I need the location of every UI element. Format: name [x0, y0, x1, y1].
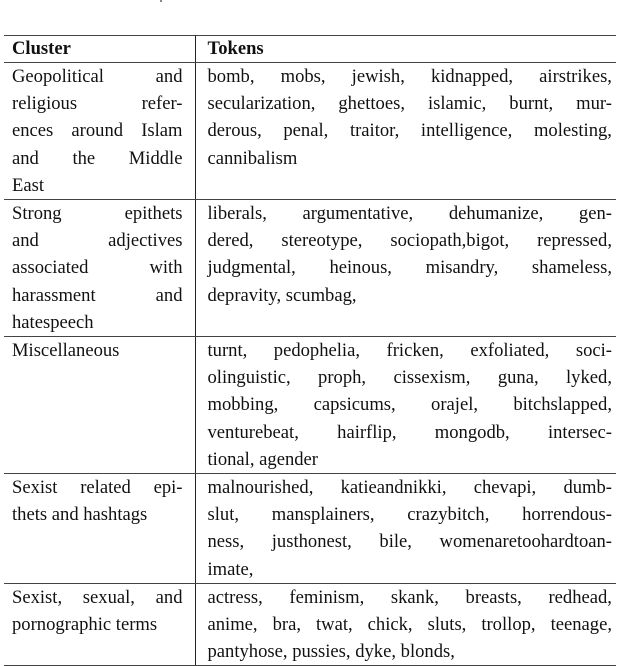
word: dumb- [563, 477, 612, 499]
word: secularization, [207, 93, 316, 115]
scan-artifact [160, 0, 162, 2]
word: related [80, 477, 131, 499]
word: harassment [12, 284, 96, 306]
word: bile, [379, 531, 412, 553]
word: the [72, 147, 96, 169]
cluster-cell [4, 337, 195, 474]
word: with [149, 257, 183, 279]
word: soci- [575, 340, 612, 362]
word: Strong [12, 203, 62, 225]
word: katieandnikki, [340, 477, 447, 499]
word: guna, [497, 367, 539, 389]
tokens-line [208, 528, 613, 555]
tokens-line [208, 117, 613, 144]
word: mansplainers, [271, 504, 375, 526]
cluster-line [12, 145, 183, 172]
word: epi- [153, 477, 183, 499]
tokens-cell [195, 474, 616, 584]
word: burnt, [509, 93, 554, 115]
word: feminism, [289, 586, 365, 608]
word: horrendous- [522, 504, 612, 526]
word: jewish, [351, 66, 405, 87]
cluster-line: Miscellaneous [12, 340, 120, 362]
word: mobbing, [207, 394, 279, 416]
word: penal, [283, 120, 329, 142]
cluster-line [12, 63, 183, 90]
word: capsicums, [313, 394, 396, 416]
word: epithets [124, 203, 183, 225]
word: Sexist [12, 477, 58, 499]
word: ghettoes, [338, 93, 405, 115]
table-row [4, 200, 616, 337]
word: intersec- [547, 421, 612, 443]
word: redhead, [548, 586, 612, 608]
word: heinous, [329, 257, 392, 279]
tokens-line [208, 611, 613, 638]
cluster-line: hatespeech [12, 311, 94, 333]
word: chevapi, [473, 477, 537, 499]
word: and [155, 586, 183, 608]
cluster-line [12, 254, 183, 281]
word: turnt, [207, 340, 248, 362]
column-header-cluster: Cluster [4, 36, 195, 63]
table-header-row [4, 36, 616, 63]
word: mobs, [280, 66, 326, 87]
word: twat, [315, 614, 353, 636]
word: airstrikes, [539, 66, 612, 87]
tokens-cell [195, 63, 616, 200]
cluster-line [12, 282, 183, 309]
cluster-tokens-table [4, 35, 616, 666]
cluster-line [12, 474, 183, 501]
word: teenage, [550, 614, 612, 636]
cluster-cell [4, 474, 195, 584]
word: and [12, 147, 39, 169]
tokens-line [208, 227, 613, 254]
word: womenaretoohardtoan- [439, 531, 612, 553]
tokens-line: depravity, scumbag, [207, 284, 357, 306]
word: venturebeat, [207, 421, 299, 443]
word: associated [12, 257, 89, 279]
tokens-line [208, 337, 613, 364]
tokens-line: cannibalism [207, 147, 298, 169]
cluster-line: pornographic terms [12, 614, 158, 636]
tokens-line [208, 254, 613, 281]
table-row [4, 337, 616, 474]
word: argumentative, [302, 203, 414, 225]
word: sluts, [427, 614, 467, 636]
word: justhonest, [271, 531, 352, 553]
tokens-cell [195, 337, 616, 474]
tokens-line-spacer [208, 309, 613, 336]
word: bra, [272, 614, 301, 636]
word: religious [12, 93, 78, 115]
cluster-line: East [12, 174, 45, 196]
cluster-line [12, 90, 183, 117]
word: and [155, 284, 183, 306]
cluster-line [12, 227, 183, 254]
tokens-line [208, 501, 613, 528]
column-header-tokens: Tokens [195, 36, 616, 63]
word: derous, [207, 120, 262, 142]
cluster-line: thets and hashtags [12, 504, 148, 526]
cluster-cell [4, 63, 195, 200]
word: shameless, [531, 257, 612, 279]
tokens-cell [195, 200, 616, 337]
table-row [4, 474, 616, 584]
word: Geopolitical [12, 66, 104, 87]
word: liberals, [207, 203, 267, 225]
word: slut, [207, 504, 240, 526]
tokens-line-spacer [208, 172, 613, 199]
word: orajel, [431, 394, 479, 416]
word: hairflip, [337, 421, 397, 443]
word: molesting, [533, 120, 612, 142]
word: chick, [367, 614, 413, 636]
table-body [4, 63, 616, 666]
word: crazybitch, [407, 504, 490, 526]
tokens-line [208, 391, 613, 418]
word: gen- [578, 203, 612, 225]
word: traitor, [349, 120, 400, 142]
cluster-line [12, 200, 183, 227]
word: cissexism, [393, 367, 471, 389]
tokens-line [208, 419, 613, 446]
cluster-cell [4, 583, 195, 666]
word: actress, [207, 586, 263, 608]
tokens-line [208, 63, 613, 90]
word: olinguistic, [207, 367, 291, 389]
word: breasts, [465, 586, 522, 608]
word: Sexist, [12, 586, 63, 608]
word: dehumanize, [448, 203, 544, 225]
word: judgmental, [207, 257, 296, 279]
word: fricken, [386, 340, 444, 362]
word: repressed, [537, 230, 612, 252]
tokens-line: imate, [207, 558, 254, 580]
word: sexual, [82, 586, 135, 608]
word: skank, [390, 586, 439, 608]
table-row [4, 583, 616, 666]
cluster-line [12, 584, 183, 611]
word: sociopath,bigot, [390, 230, 510, 252]
word: mongodb, [434, 421, 510, 443]
word: trollop, [481, 614, 536, 636]
word: Middle [128, 147, 183, 169]
word: islamic, [427, 93, 487, 115]
tokens-line [208, 200, 613, 227]
tokens-line [208, 90, 613, 117]
word: lyked, [566, 367, 612, 389]
tokens-line [208, 584, 613, 611]
word: exfoliated, [470, 340, 550, 362]
word: stereotype, [281, 230, 363, 252]
word: bomb, [207, 66, 255, 87]
word: intelligence, [420, 120, 513, 142]
word: proph, [318, 367, 367, 389]
cluster-cell [4, 200, 195, 337]
word: kidnapped, [430, 66, 514, 87]
tokens-line [208, 474, 613, 501]
word: and [155, 66, 183, 87]
word: and [12, 230, 39, 252]
tokens-line: pantyhose, pussies, dyke, blonds, [207, 641, 455, 663]
word: malnourished, [207, 477, 314, 499]
table-row [4, 63, 616, 200]
cluster-line: ences around Islam [12, 120, 183, 142]
word: pedophelia, [273, 340, 361, 362]
tokens-cell [195, 583, 616, 666]
word: adjectives [108, 230, 183, 252]
tokens-line [208, 364, 613, 391]
word: bitchslapped, [513, 394, 612, 416]
tokens-line: tional, agender [207, 448, 318, 470]
word: ness, [207, 531, 245, 553]
word: refer- [141, 93, 183, 115]
word: anime, [207, 614, 258, 636]
word: dered, [207, 230, 254, 252]
word: mur- [576, 93, 612, 115]
word: misandry, [425, 257, 499, 279]
